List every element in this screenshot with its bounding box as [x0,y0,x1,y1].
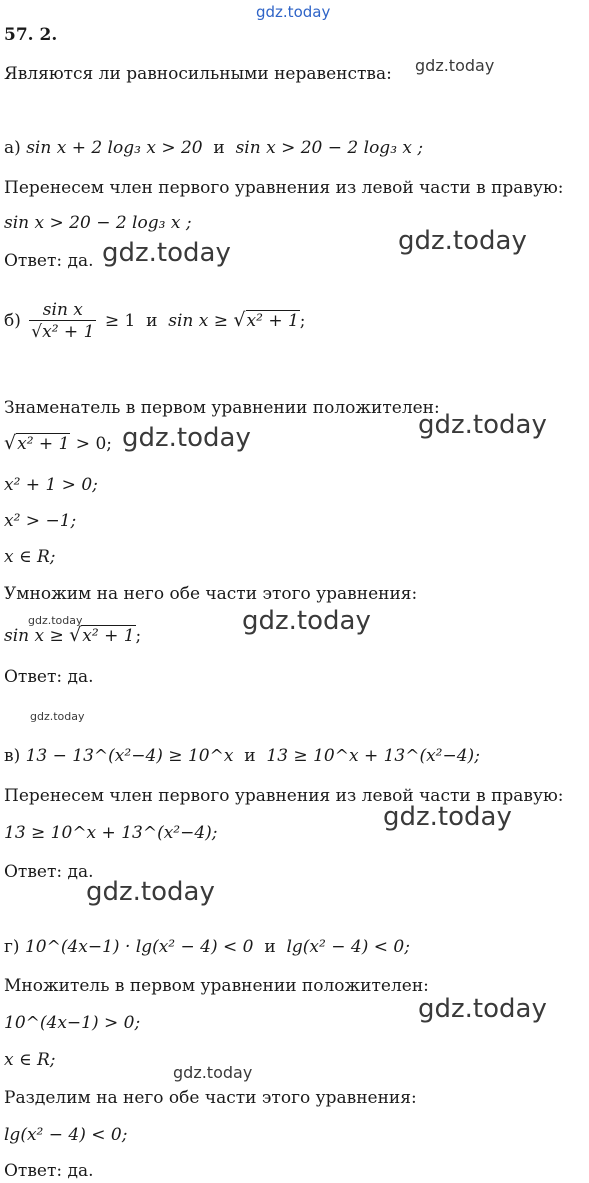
watermark-logo: gdz.today [398,226,527,256]
part-b-step-2: x² + 1 > 0; [4,475,98,495]
part-g-label: г) [4,937,20,957]
part-b-answer: Ответ: да. [4,667,94,687]
task-statement: Являются ли равносильными неравенства: [4,64,392,84]
part-g-answer: Ответ: да. [4,1161,94,1181]
watermark-logo: gdz.today [418,410,547,440]
watermark-logo: gdz.today [102,238,231,268]
part-g-step-2: x ∈ R; [4,1050,56,1070]
watermark-logo: gdz.today [86,877,215,907]
problem-number: 57. 2. [4,25,58,45]
part-b-after-fraction: ≥ 1 [104,311,136,331]
part-a-and: и [213,138,225,158]
watermark-logo: gdz.today [383,802,512,832]
part-b-step-1-radicand: x² + 1 [17,434,70,454]
part-b-result-sqrt: √x² + 1 [69,624,135,646]
part-v-condition [4,745,480,767]
watermark-logo: gdz.today [173,1063,253,1082]
part-b-step-1-sqrt: √x² + 1 [4,432,70,454]
part-b-fraction [29,300,96,343]
part-b-step-3: x² > −1; [4,511,77,531]
part-g-explanation: Множитель в первом уравнении положителен: [4,976,429,996]
watermark-logo: gdz.today [256,3,331,21]
part-a-explanation: Перенесем член первого уравнения из левой части в правую: [4,178,564,198]
watermark-logo: gdz.today [415,56,495,75]
part-a-result: sin x > 20 − 2 log₃ x ; [4,213,192,233]
part-g-condition [4,936,410,958]
part-b-explanation-2: Умножим на него обе части этого уравнения: [4,584,418,604]
watermark-logo: gdz.today [122,423,251,453]
part-b-result: sin x ≥ √x² + 1; [4,624,142,646]
part-b-result-left: sin x ≥ [4,626,64,646]
part-b-result-radicand: x² + 1 [82,626,135,646]
part-b-label: б) [4,311,21,331]
part-b-sqrt-radicand: x² + 1 [246,311,299,331]
part-g-and: и [264,937,276,957]
part-a-condition [4,137,423,159]
part-a-inequality-1: sin x + 2 log₃ x > 20 [26,138,203,158]
part-g-explanation-2: Разделим на него обе части этого уравнения: [4,1088,417,1108]
part-b-step-4: x ∈ R; [4,547,56,567]
part-a-answer: Ответ: да. [4,251,94,271]
part-b-and: и [146,311,158,331]
part-v-and: и [244,746,256,766]
part-v-label: в) [4,746,21,766]
part-g-step-1: 10^(4x−1) > 0; [4,1013,141,1033]
part-g-inequality-2: lg(x² − 4) < 0; [286,937,410,957]
part-a-inequality-2: sin x > 20 − 2 log₃ x ; [235,138,424,158]
part-v-explanation: Перенесем член первого уравнения из левой части в правую: [4,786,564,806]
part-v-result: 13 ≥ 10^x + 13^(x²−4); [4,823,218,843]
part-g-inequality-1: 10^(4x−1) · lg(x² − 4) < 0 [24,937,254,957]
part-b-fraction-denominator: √x² + 1 [31,322,95,342]
part-g-result: lg(x² − 4) < 0; [4,1125,128,1145]
part-v-answer: Ответ: да. [4,862,94,882]
part-b-inequality-2-left: sin x ≥ [168,311,228,331]
watermark-logo: gdz.today [418,994,547,1024]
part-v-inequality-2: 13 ≥ 10^x + 13^(x²−4); [266,746,480,766]
part-b-step-1 [4,432,112,455]
watermark-logo: gdz.today [242,606,371,636]
part-b-fraction-numerator: sin x [29,300,96,321]
watermark-logo: gdz.today [30,710,85,723]
part-a-label: а) [4,138,21,158]
part-b-fraction-radicand: x² + 1 [42,322,95,342]
part-b-condition: б) $\frac{\text{sin x}}{\text{√x² + 1}}$ ≥ 1 и sin x ≥ √x² + 1; [4,300,306,342]
part-v-inequality-1: 13 − 13^(x²−4) ≥ 10^x [25,746,234,766]
part-b-step-1-tail: > 0; [75,434,112,454]
part-b-sqrt: √x² + 1 [233,309,299,331]
part-b-explanation: Знаменатель в первом уравнении положителен: [4,398,440,418]
watermark-logo: gdz.today [28,614,83,627]
